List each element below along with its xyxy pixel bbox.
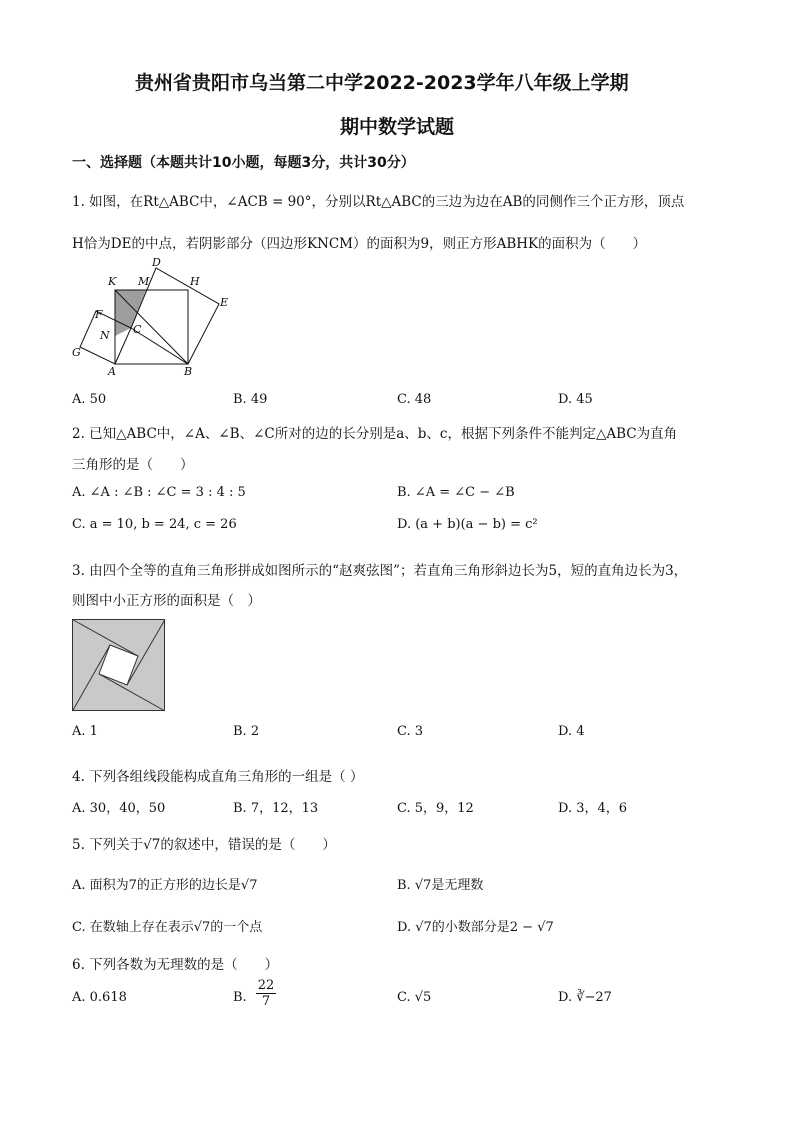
q2-line2: 三角形的是（ ）	[72, 457, 194, 473]
q1-label-d: D	[152, 256, 161, 269]
q2-option-b: B. ∠A = ∠C − ∠B	[397, 485, 515, 500]
q2-option-c: C. a = 10, b = 24, c = 26	[72, 517, 237, 532]
q1-label-a: A	[108, 365, 116, 378]
q4-option-d: D. 3，4，6	[558, 801, 628, 816]
q1-label-k: K	[108, 275, 117, 288]
page-title-line2: 期中数学试题	[340, 116, 455, 138]
q1-label-c: C	[133, 323, 142, 336]
q3-line2: 则图中小正方形的面积是（ ）	[72, 593, 261, 609]
q1-option-c: C. 48	[397, 392, 432, 407]
q5-line1: 5. 下列关于√7的叙述中，错误的是（ ）	[72, 837, 336, 853]
q1-line1: 1. 如图，在Rt△ABC中，∠ACB = 90°，分别以Rt△ABC的三边为边在AB的同侧作三个正方形，顶点	[72, 194, 685, 210]
q2-option-d: D. (a + b)(a − b) = c²	[397, 517, 538, 532]
q1-label-e: E	[220, 296, 229, 309]
q1-label-h: H	[190, 275, 200, 288]
q6-fraction-denominator: 7	[261, 994, 271, 1009]
page-title-line1: 贵州省贵阳市乌当第二中学2022-2023学年八年级上学期	[135, 72, 629, 94]
q3-option-b: B. 2	[233, 724, 260, 739]
q1-option-a: A. 50	[72, 392, 107, 407]
q3-zhaoshuang-figure	[72, 619, 166, 712]
q1-figure	[66, 256, 236, 378]
q5-option-d: D. √7的小数部分是2 − √7	[397, 920, 554, 935]
q5-option-a: A. 面积为7的正方形的边长是√7	[72, 878, 258, 893]
q4-option-a: A. 30，40，50	[72, 801, 166, 816]
q6-option-c: C. √5	[397, 990, 432, 1005]
section-heading: 一、选择题（本题共计10小题，每题3分，共计30分）	[72, 155, 415, 171]
q1-label-n: N	[100, 329, 110, 342]
q1-option-d: D. 45	[558, 392, 593, 407]
q6-option-a: A. 0.618	[72, 990, 127, 1005]
q3-option-a: A. 1	[72, 724, 98, 739]
q3-line1: 3. 由四个全等的直角三角形拼成如图所示的“赵爽弦图”；若直角三角形斜边长为5，短的直角边长为3，	[72, 563, 688, 579]
q1-line2: H恰为DE的中点，若阴影部分（四边形KNCM）的面积为9，则正方形ABHK的面积为（ ）	[72, 236, 647, 252]
q6-fraction	[256, 978, 276, 1009]
q1-option-b: B. 49	[233, 392, 268, 407]
q2-option-a: A. ∠A : ∠B : ∠C = 3 : 4 : 5	[72, 485, 246, 500]
q4-line1: 4. 下列各组线段能构成直角三角形的一组是（ ）	[72, 769, 364, 785]
q6-option-d: D. ∛−27	[558, 990, 612, 1005]
q6-option-b: B.	[233, 990, 247, 1005]
q6-fraction-numerator: 22	[257, 978, 275, 993]
q5-option-b: B. √7是无理数	[397, 878, 484, 893]
q4-option-c: C. 5，9，12	[397, 801, 474, 816]
q3-option-d: D. 4	[558, 724, 585, 739]
q1-label-g: G	[72, 346, 81, 359]
q1-label-f: F	[95, 308, 103, 321]
q4-option-b: B. 7，12，13	[233, 801, 319, 816]
q3-option-c: C. 3	[397, 724, 424, 739]
q1-label-m: M	[138, 275, 150, 288]
q1-label-b: B	[184, 365, 193, 378]
q5-option-c: C. 在数轴上存在表示√7的一个点	[72, 920, 263, 935]
q2-line1: 2. 已知△ABC中，∠A、∠B、∠C所对的边的长分别是a、b、c，根据下列条件不能判定△ABC为直角	[72, 426, 678, 442]
q6-line1: 6. 下列各数为无理数的是（ ）	[72, 957, 279, 973]
